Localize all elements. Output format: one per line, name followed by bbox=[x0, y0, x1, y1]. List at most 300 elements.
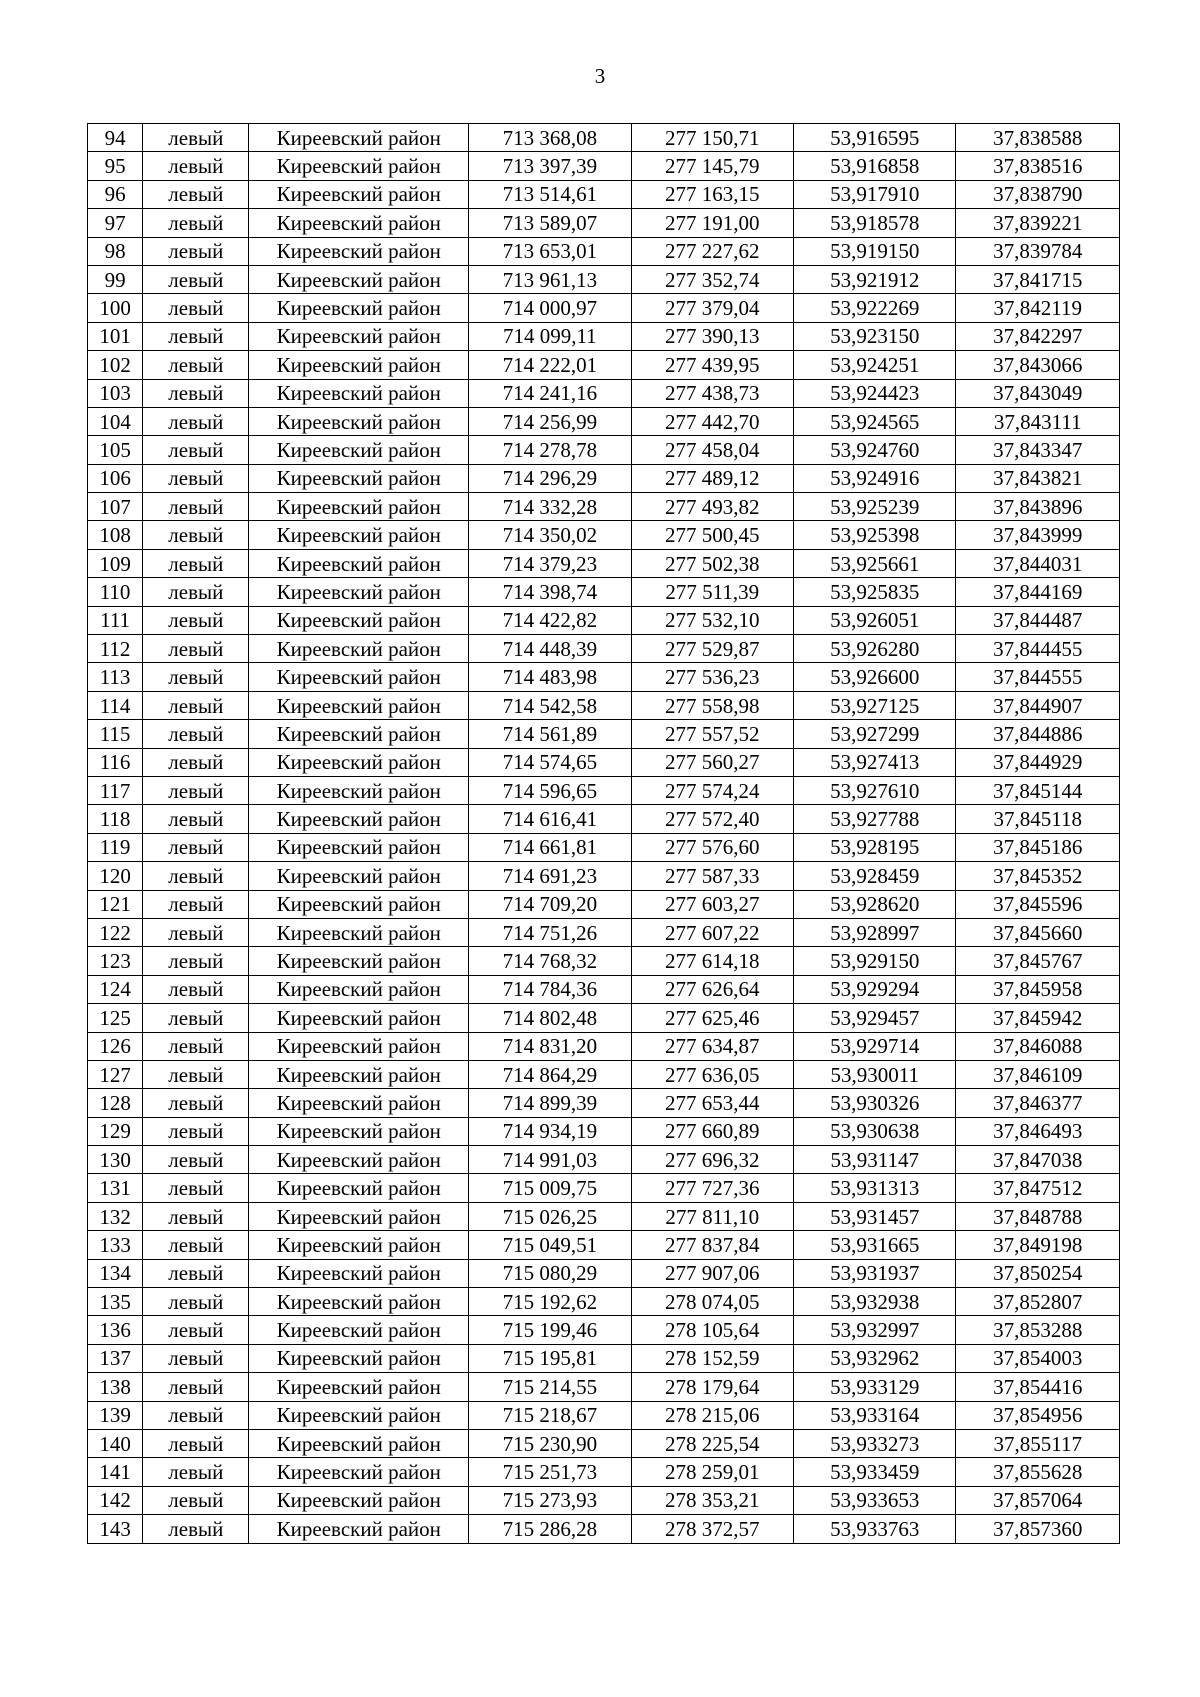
latitude-cell: 53,931313 bbox=[794, 1174, 956, 1202]
x-coordinate-cell: 714 596,65 bbox=[469, 776, 631, 804]
point-number-cell: 135 bbox=[88, 1288, 143, 1316]
table-row bbox=[88, 209, 1120, 237]
y-coordinate-cell: 277 502,38 bbox=[631, 549, 793, 577]
x-coordinate-cell: 714 784,36 bbox=[469, 975, 631, 1003]
latitude-cell: 53,923150 bbox=[794, 322, 956, 350]
y-coordinate-cell: 277 626,64 bbox=[631, 975, 793, 1003]
point-number-cell: 132 bbox=[88, 1202, 143, 1230]
x-coordinate-cell: 714 899,39 bbox=[469, 1089, 631, 1117]
page-number: 3 bbox=[594, 64, 606, 88]
y-coordinate-cell: 277 653,44 bbox=[631, 1089, 793, 1117]
point-number-cell: 103 bbox=[88, 379, 143, 407]
point-number-cell: 109 bbox=[88, 549, 143, 577]
longitude-cell: 37,838516 bbox=[956, 152, 1120, 180]
y-coordinate-cell: 277 727,36 bbox=[631, 1174, 793, 1202]
latitude-cell: 53,933653 bbox=[794, 1486, 956, 1514]
point-number-cell: 129 bbox=[88, 1117, 143, 1145]
latitude-cell: 53,925835 bbox=[794, 578, 956, 606]
y-coordinate-cell: 277 574,24 bbox=[631, 776, 793, 804]
point-number-cell: 127 bbox=[88, 1060, 143, 1088]
point-number-cell: 102 bbox=[88, 351, 143, 379]
side-cell: левый bbox=[143, 1401, 249, 1429]
table-row bbox=[88, 1117, 1120, 1145]
y-coordinate-cell: 277 532,10 bbox=[631, 606, 793, 634]
x-coordinate-cell: 714 864,29 bbox=[469, 1060, 631, 1088]
x-coordinate-cell: 713 514,61 bbox=[469, 180, 631, 208]
point-number-cell: 108 bbox=[88, 521, 143, 549]
side-cell: левый bbox=[143, 1174, 249, 1202]
latitude-cell: 53,924423 bbox=[794, 379, 956, 407]
side-cell: левый bbox=[143, 918, 249, 946]
x-coordinate-cell: 715 199,46 bbox=[469, 1316, 631, 1344]
district-cell: Киреевский район bbox=[249, 663, 469, 691]
longitude-cell: 37,850254 bbox=[956, 1259, 1120, 1287]
district-cell: Киреевский район bbox=[249, 578, 469, 606]
y-coordinate-cell: 277 511,39 bbox=[631, 578, 793, 606]
longitude-cell: 37,852807 bbox=[956, 1288, 1120, 1316]
longitude-cell: 37,853288 bbox=[956, 1316, 1120, 1344]
district-cell: Киреевский район bbox=[249, 748, 469, 776]
x-coordinate-cell: 715 080,29 bbox=[469, 1259, 631, 1287]
x-coordinate-cell: 715 230,90 bbox=[469, 1429, 631, 1457]
side-cell: левый bbox=[143, 407, 249, 435]
table-row bbox=[88, 1288, 1120, 1316]
x-coordinate-cell: 714 350,02 bbox=[469, 521, 631, 549]
y-coordinate-cell: 277 438,73 bbox=[631, 379, 793, 407]
longitude-cell: 37,844555 bbox=[956, 663, 1120, 691]
x-coordinate-cell: 714 379,23 bbox=[469, 549, 631, 577]
table-row bbox=[88, 691, 1120, 719]
x-coordinate-cell: 713 397,39 bbox=[469, 152, 631, 180]
district-cell: Киреевский район bbox=[249, 1117, 469, 1145]
district-cell: Киреевский район bbox=[249, 351, 469, 379]
longitude-cell: 37,854956 bbox=[956, 1401, 1120, 1429]
x-coordinate-cell: 715 009,75 bbox=[469, 1174, 631, 1202]
point-number-cell: 123 bbox=[88, 947, 143, 975]
x-coordinate-cell: 714 751,26 bbox=[469, 918, 631, 946]
latitude-cell: 53,932997 bbox=[794, 1316, 956, 1344]
longitude-cell: 37,847038 bbox=[956, 1146, 1120, 1174]
district-cell: Киреевский район bbox=[249, 436, 469, 464]
side-cell: левый bbox=[143, 436, 249, 464]
x-coordinate-cell: 714 542,58 bbox=[469, 691, 631, 719]
y-coordinate-cell: 277 607,22 bbox=[631, 918, 793, 946]
latitude-cell: 53,918578 bbox=[794, 209, 956, 237]
point-number-cell: 138 bbox=[88, 1373, 143, 1401]
point-number-cell: 122 bbox=[88, 918, 143, 946]
table-row bbox=[88, 265, 1120, 293]
side-cell: левый bbox=[143, 975, 249, 1003]
latitude-cell: 53,933763 bbox=[794, 1515, 956, 1543]
district-cell: Киреевский район bbox=[249, 862, 469, 890]
table-row bbox=[88, 833, 1120, 861]
side-cell: левый bbox=[143, 1486, 249, 1514]
table-row bbox=[88, 294, 1120, 322]
point-number-cell: 101 bbox=[88, 322, 143, 350]
y-coordinate-cell: 277 560,27 bbox=[631, 748, 793, 776]
latitude-cell: 53,916595 bbox=[794, 124, 956, 152]
point-number-cell: 125 bbox=[88, 1004, 143, 1032]
x-coordinate-cell: 715 273,93 bbox=[469, 1486, 631, 1514]
table-row bbox=[88, 1032, 1120, 1060]
side-cell: левый bbox=[143, 464, 249, 492]
district-cell: Киреевский район bbox=[249, 1515, 469, 1543]
y-coordinate-cell: 277 163,15 bbox=[631, 180, 793, 208]
point-number-cell: 128 bbox=[88, 1089, 143, 1117]
latitude-cell: 53,924251 bbox=[794, 351, 956, 379]
side-cell: левый bbox=[143, 578, 249, 606]
latitude-cell: 53,928195 bbox=[794, 833, 956, 861]
latitude-cell: 53,921912 bbox=[794, 265, 956, 293]
side-cell: левый bbox=[143, 1373, 249, 1401]
x-coordinate-cell: 714 802,48 bbox=[469, 1004, 631, 1032]
latitude-cell: 53,919150 bbox=[794, 237, 956, 265]
latitude-cell: 53,929457 bbox=[794, 1004, 956, 1032]
table-row bbox=[88, 180, 1120, 208]
latitude-cell: 53,933273 bbox=[794, 1429, 956, 1457]
longitude-cell: 37,845596 bbox=[956, 890, 1120, 918]
latitude-cell: 53,927788 bbox=[794, 805, 956, 833]
y-coordinate-cell: 278 179,64 bbox=[631, 1373, 793, 1401]
district-cell: Киреевский район bbox=[249, 1373, 469, 1401]
longitude-cell: 37,846377 bbox=[956, 1089, 1120, 1117]
latitude-cell: 53,930638 bbox=[794, 1117, 956, 1145]
district-cell: Киреевский район bbox=[249, 1288, 469, 1316]
latitude-cell: 53,930326 bbox=[794, 1089, 956, 1117]
y-coordinate-cell: 277 557,52 bbox=[631, 720, 793, 748]
table-row bbox=[88, 606, 1120, 634]
point-number-cell: 113 bbox=[88, 663, 143, 691]
x-coordinate-cell: 714 561,89 bbox=[469, 720, 631, 748]
latitude-cell: 53,929714 bbox=[794, 1032, 956, 1060]
latitude-cell: 53,924916 bbox=[794, 464, 956, 492]
latitude-cell: 53,924760 bbox=[794, 436, 956, 464]
latitude-cell: 53,927413 bbox=[794, 748, 956, 776]
side-cell: левый bbox=[143, 1259, 249, 1287]
longitude-cell: 37,843999 bbox=[956, 521, 1120, 549]
table-row bbox=[88, 748, 1120, 776]
table-row bbox=[88, 436, 1120, 464]
side-cell: левый bbox=[143, 635, 249, 663]
district-cell: Киреевский район bbox=[249, 1231, 469, 1259]
point-number-cell: 130 bbox=[88, 1146, 143, 1174]
y-coordinate-cell: 277 572,40 bbox=[631, 805, 793, 833]
district-cell: Киреевский район bbox=[249, 947, 469, 975]
coordinates-table bbox=[87, 123, 1120, 1544]
longitude-cell: 37,854416 bbox=[956, 1373, 1120, 1401]
district-cell: Киреевский район bbox=[249, 493, 469, 521]
side-cell: левый bbox=[143, 1202, 249, 1230]
x-coordinate-cell: 714 278,78 bbox=[469, 436, 631, 464]
latitude-cell: 53,933129 bbox=[794, 1373, 956, 1401]
y-coordinate-cell: 277 837,84 bbox=[631, 1231, 793, 1259]
district-cell: Киреевский район bbox=[249, 890, 469, 918]
latitude-cell: 53,925398 bbox=[794, 521, 956, 549]
point-number-cell: 133 bbox=[88, 1231, 143, 1259]
latitude-cell: 53,928997 bbox=[794, 918, 956, 946]
y-coordinate-cell: 278 353,21 bbox=[631, 1486, 793, 1514]
side-cell: левый bbox=[143, 720, 249, 748]
x-coordinate-cell: 715 049,51 bbox=[469, 1231, 631, 1259]
latitude-cell: 53,929150 bbox=[794, 947, 956, 975]
longitude-cell: 37,839221 bbox=[956, 209, 1120, 237]
table-row bbox=[88, 1344, 1120, 1372]
table-row bbox=[88, 975, 1120, 1003]
longitude-cell: 37,842297 bbox=[956, 322, 1120, 350]
longitude-cell: 37,845767 bbox=[956, 947, 1120, 975]
x-coordinate-cell: 714 099,11 bbox=[469, 322, 631, 350]
latitude-cell: 53,926600 bbox=[794, 663, 956, 691]
point-number-cell: 100 bbox=[88, 294, 143, 322]
district-cell: Киреевский район bbox=[249, 1060, 469, 1088]
district-cell: Киреевский район bbox=[249, 1401, 469, 1429]
point-number-cell: 96 bbox=[88, 180, 143, 208]
longitude-cell: 37,844907 bbox=[956, 691, 1120, 719]
table-row bbox=[88, 464, 1120, 492]
latitude-cell: 53,926280 bbox=[794, 635, 956, 663]
table-row bbox=[88, 890, 1120, 918]
table-row bbox=[88, 776, 1120, 804]
longitude-cell: 37,846088 bbox=[956, 1032, 1120, 1060]
latitude-cell: 53,933164 bbox=[794, 1401, 956, 1429]
x-coordinate-cell: 714 709,20 bbox=[469, 890, 631, 918]
side-cell: левый bbox=[143, 748, 249, 776]
y-coordinate-cell: 278 372,57 bbox=[631, 1515, 793, 1543]
longitude-cell: 37,857064 bbox=[956, 1486, 1120, 1514]
y-coordinate-cell: 277 625,46 bbox=[631, 1004, 793, 1032]
table-row bbox=[88, 1231, 1120, 1259]
side-cell: левый bbox=[143, 1117, 249, 1145]
point-number-cell: 126 bbox=[88, 1032, 143, 1060]
longitude-cell: 37,838790 bbox=[956, 180, 1120, 208]
district-cell: Киреевский район bbox=[249, 1458, 469, 1486]
table-row bbox=[88, 1401, 1120, 1429]
latitude-cell: 53,924565 bbox=[794, 407, 956, 435]
point-number-cell: 139 bbox=[88, 1401, 143, 1429]
longitude-cell: 37,838588 bbox=[956, 124, 1120, 152]
latitude-cell: 53,931665 bbox=[794, 1231, 956, 1259]
point-number-cell: 115 bbox=[88, 720, 143, 748]
district-cell: Киреевский район bbox=[249, 1344, 469, 1372]
side-cell: левый bbox=[143, 1089, 249, 1117]
side-cell: левый bbox=[143, 663, 249, 691]
x-coordinate-cell: 714 661,81 bbox=[469, 833, 631, 861]
side-cell: левый bbox=[143, 1146, 249, 1174]
y-coordinate-cell: 277 379,04 bbox=[631, 294, 793, 322]
point-number-cell: 134 bbox=[88, 1259, 143, 1287]
table-row bbox=[88, 663, 1120, 691]
latitude-cell: 53,925239 bbox=[794, 493, 956, 521]
y-coordinate-cell: 277 458,04 bbox=[631, 436, 793, 464]
longitude-cell: 37,845186 bbox=[956, 833, 1120, 861]
district-cell: Киреевский район bbox=[249, 635, 469, 663]
latitude-cell: 53,916858 bbox=[794, 152, 956, 180]
y-coordinate-cell: 277 442,70 bbox=[631, 407, 793, 435]
x-coordinate-cell: 714 398,74 bbox=[469, 578, 631, 606]
longitude-cell: 37,841715 bbox=[956, 265, 1120, 293]
x-coordinate-cell: 714 483,98 bbox=[469, 663, 631, 691]
longitude-cell: 37,855628 bbox=[956, 1458, 1120, 1486]
y-coordinate-cell: 277 660,89 bbox=[631, 1117, 793, 1145]
longitude-cell: 37,843347 bbox=[956, 436, 1120, 464]
district-cell: Киреевский район bbox=[249, 464, 469, 492]
x-coordinate-cell: 714 332,28 bbox=[469, 493, 631, 521]
x-coordinate-cell: 714 241,16 bbox=[469, 379, 631, 407]
district-cell: Киреевский район bbox=[249, 1486, 469, 1514]
district-cell: Киреевский район bbox=[249, 1316, 469, 1344]
side-cell: левый bbox=[143, 124, 249, 152]
point-number-cell: 140 bbox=[88, 1429, 143, 1457]
x-coordinate-cell: 714 691,23 bbox=[469, 862, 631, 890]
x-coordinate-cell: 714 831,20 bbox=[469, 1032, 631, 1060]
side-cell: левый bbox=[143, 1429, 249, 1457]
district-cell: Киреевский район bbox=[249, 180, 469, 208]
table-row bbox=[88, 720, 1120, 748]
point-number-cell: 120 bbox=[88, 862, 143, 890]
point-number-cell: 118 bbox=[88, 805, 143, 833]
longitude-cell: 37,846109 bbox=[956, 1060, 1120, 1088]
district-cell: Киреевский район bbox=[249, 1259, 469, 1287]
x-coordinate-cell: 715 026,25 bbox=[469, 1202, 631, 1230]
district-cell: Киреевский район bbox=[249, 1202, 469, 1230]
x-coordinate-cell: 714 448,39 bbox=[469, 635, 631, 663]
y-coordinate-cell: 277 536,23 bbox=[631, 663, 793, 691]
side-cell: левый bbox=[143, 549, 249, 577]
point-number-cell: 136 bbox=[88, 1316, 143, 1344]
point-number-cell: 141 bbox=[88, 1458, 143, 1486]
district-cell: Киреевский район bbox=[249, 407, 469, 435]
y-coordinate-cell: 277 489,12 bbox=[631, 464, 793, 492]
latitude-cell: 53,917910 bbox=[794, 180, 956, 208]
district-cell: Киреевский район bbox=[249, 606, 469, 634]
table-row bbox=[88, 1174, 1120, 1202]
x-coordinate-cell: 713 653,01 bbox=[469, 237, 631, 265]
x-coordinate-cell: 715 195,81 bbox=[469, 1344, 631, 1372]
y-coordinate-cell: 277 576,60 bbox=[631, 833, 793, 861]
y-coordinate-cell: 277 439,95 bbox=[631, 351, 793, 379]
y-coordinate-cell: 277 634,87 bbox=[631, 1032, 793, 1060]
side-cell: левый bbox=[143, 379, 249, 407]
longitude-cell: 37,854003 bbox=[956, 1344, 1120, 1372]
district-cell: Киреевский район bbox=[249, 975, 469, 1003]
district-cell: Киреевский район bbox=[249, 776, 469, 804]
point-number-cell: 110 bbox=[88, 578, 143, 606]
table-row bbox=[88, 1202, 1120, 1230]
district-cell: Киреевский район bbox=[249, 1004, 469, 1032]
y-coordinate-cell: 277 696,32 bbox=[631, 1146, 793, 1174]
district-cell: Киреевский район bbox=[249, 294, 469, 322]
x-coordinate-cell: 714 222,01 bbox=[469, 351, 631, 379]
longitude-cell: 37,845958 bbox=[956, 975, 1120, 1003]
x-coordinate-cell: 714 256,99 bbox=[469, 407, 631, 435]
latitude-cell: 53,931457 bbox=[794, 1202, 956, 1230]
latitude-cell: 53,931937 bbox=[794, 1259, 956, 1287]
latitude-cell: 53,926051 bbox=[794, 606, 956, 634]
y-coordinate-cell: 277 907,06 bbox=[631, 1259, 793, 1287]
district-cell: Киреевский район bbox=[249, 124, 469, 152]
district-cell: Киреевский район bbox=[249, 1089, 469, 1117]
district-cell: Киреевский район bbox=[249, 209, 469, 237]
table-row bbox=[88, 322, 1120, 350]
side-cell: левый bbox=[143, 1004, 249, 1032]
y-coordinate-cell: 277 150,71 bbox=[631, 124, 793, 152]
x-coordinate-cell: 715 286,28 bbox=[469, 1515, 631, 1543]
table-row bbox=[88, 152, 1120, 180]
side-cell: левый bbox=[143, 1288, 249, 1316]
x-coordinate-cell: 714 422,82 bbox=[469, 606, 631, 634]
district-cell: Киреевский район bbox=[249, 521, 469, 549]
longitude-cell: 37,844886 bbox=[956, 720, 1120, 748]
y-coordinate-cell: 277 191,00 bbox=[631, 209, 793, 237]
y-coordinate-cell: 277 636,05 bbox=[631, 1060, 793, 1088]
table-row bbox=[88, 918, 1120, 946]
longitude-cell: 37,844031 bbox=[956, 549, 1120, 577]
y-coordinate-cell: 277 558,98 bbox=[631, 691, 793, 719]
latitude-cell: 53,928620 bbox=[794, 890, 956, 918]
district-cell: Киреевский район bbox=[249, 805, 469, 833]
side-cell: левый bbox=[143, 1231, 249, 1259]
longitude-cell: 37,843111 bbox=[956, 407, 1120, 435]
latitude-cell: 53,925661 bbox=[794, 549, 956, 577]
y-coordinate-cell: 277 500,45 bbox=[631, 521, 793, 549]
point-number-cell: 114 bbox=[88, 691, 143, 719]
x-coordinate-cell: 713 368,08 bbox=[469, 124, 631, 152]
latitude-cell: 53,930011 bbox=[794, 1060, 956, 1088]
x-coordinate-cell: 715 251,73 bbox=[469, 1458, 631, 1486]
side-cell: левый bbox=[143, 351, 249, 379]
side-cell: левый bbox=[143, 265, 249, 293]
point-number-cell: 94 bbox=[88, 124, 143, 152]
side-cell: левый bbox=[143, 322, 249, 350]
point-number-cell: 95 bbox=[88, 152, 143, 180]
longitude-cell: 37,844169 bbox=[956, 578, 1120, 606]
point-number-cell: 119 bbox=[88, 833, 143, 861]
side-cell: левый bbox=[143, 947, 249, 975]
side-cell: левый bbox=[143, 209, 249, 237]
side-cell: левый bbox=[143, 691, 249, 719]
district-cell: Киреевский район bbox=[249, 1146, 469, 1174]
longitude-cell: 37,845352 bbox=[956, 862, 1120, 890]
latitude-cell: 53,933459 bbox=[794, 1458, 956, 1486]
y-coordinate-cell: 277 614,18 bbox=[631, 947, 793, 975]
y-coordinate-cell: 278 105,64 bbox=[631, 1316, 793, 1344]
table-row bbox=[88, 1146, 1120, 1174]
y-coordinate-cell: 277 603,27 bbox=[631, 890, 793, 918]
district-cell: Киреевский район bbox=[249, 918, 469, 946]
y-coordinate-cell: 277 390,13 bbox=[631, 322, 793, 350]
point-number-cell: 143 bbox=[88, 1515, 143, 1543]
latitude-cell: 53,927610 bbox=[794, 776, 956, 804]
district-cell: Киреевский район bbox=[249, 265, 469, 293]
side-cell: левый bbox=[143, 152, 249, 180]
district-cell: Киреевский район bbox=[249, 322, 469, 350]
side-cell: левый bbox=[143, 862, 249, 890]
x-coordinate-cell: 715 214,55 bbox=[469, 1373, 631, 1401]
table-row bbox=[88, 407, 1120, 435]
district-cell: Киреевский район bbox=[249, 1032, 469, 1060]
side-cell: левый bbox=[143, 521, 249, 549]
y-coordinate-cell: 278 259,01 bbox=[631, 1458, 793, 1486]
table-row bbox=[88, 805, 1120, 833]
longitude-cell: 37,857360 bbox=[956, 1515, 1120, 1543]
table-row bbox=[88, 578, 1120, 606]
x-coordinate-cell: 714 616,41 bbox=[469, 805, 631, 833]
table-row bbox=[88, 379, 1120, 407]
longitude-cell: 37,845144 bbox=[956, 776, 1120, 804]
side-cell: левый bbox=[143, 606, 249, 634]
x-coordinate-cell: 714 000,97 bbox=[469, 294, 631, 322]
point-number-cell: 117 bbox=[88, 776, 143, 804]
